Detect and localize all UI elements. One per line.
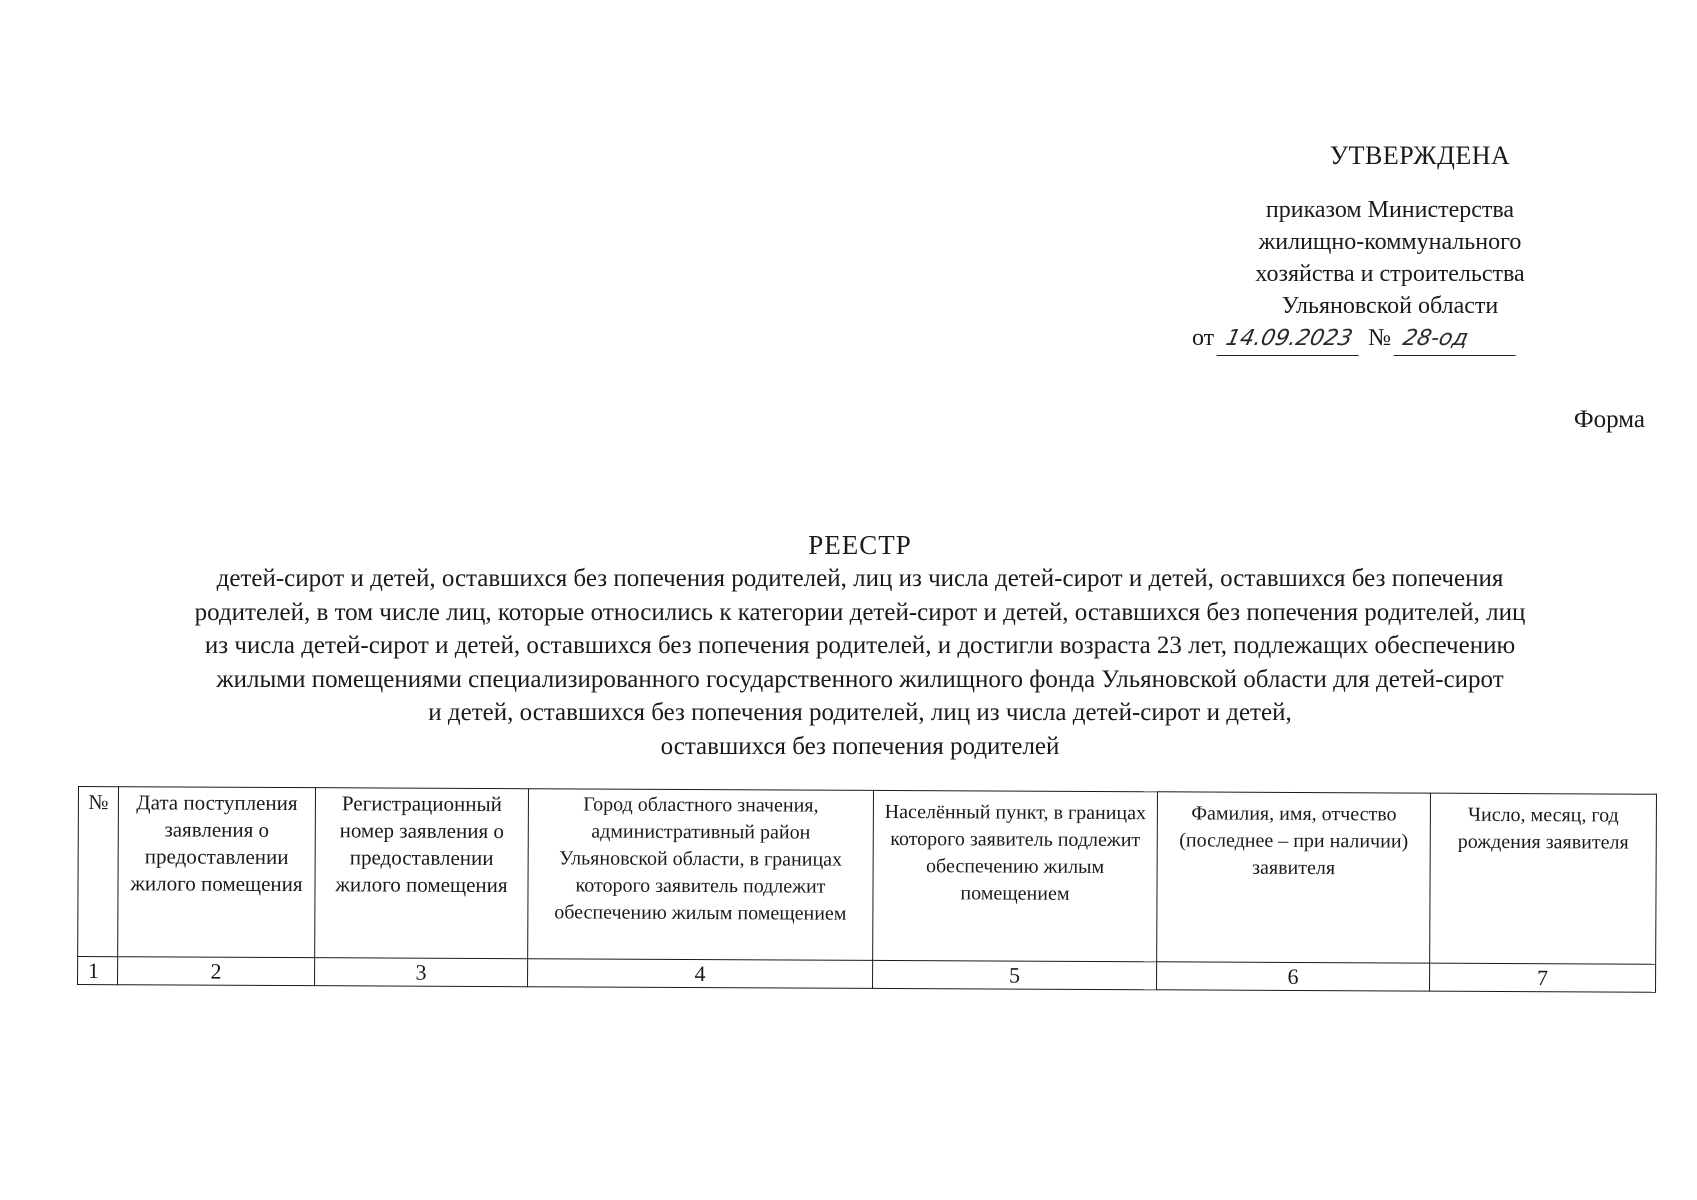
approval-line-3: хозяйства и строительства <box>1255 261 1525 287</box>
column-number-3: 3 <box>315 958 528 987</box>
subtitle-line-2: родителей, в том числе лиц, которые относились к категории детей-сирот и детей, оставшихся без попечения родителей, лиц <box>194 598 1526 626</box>
order-date-prefix: от <box>1192 325 1215 351</box>
approval-line-2: жилищно-коммунального <box>1258 229 1522 255</box>
subtitle-line-1: детей-сирот и детей, оставшихся без попечения родителей, лиц из числа детей-сирот и детей, оставшихся без попечения <box>216 565 1504 592</box>
register-title-block <box>100 528 1620 763</box>
order-reference <box>1180 322 1600 356</box>
approval-heading: УТВЕРЖДЕНА <box>1329 141 1511 170</box>
header-full-name: Фамилия, имя, отчество (последнее – при наличии) заявителя <box>1157 792 1431 963</box>
subtitle-line-5: и детей, оставшихся без попечения родителей, лиц из числа детей-сирот и детей, <box>428 699 1292 726</box>
subtitle-line-6: оставшихся без попечения родителей <box>660 732 1060 760</box>
order-number-handwritten: 28-од <box>1394 323 1523 356</box>
order-number-prefix: № <box>1368 325 1392 351</box>
register-title: РЕЕСТР <box>808 530 912 560</box>
header-application-date: Дата поступления заявления о предоставлении жилого помещения <box>118 787 316 958</box>
header-settlement: Населённый пункт, в границах которого заявитель подлежит обеспечению жилым помещением <box>873 790 1158 961</box>
approval-line-4: Ульяновской области <box>1281 293 1499 319</box>
column-number-6: 6 <box>1157 962 1430 991</box>
register-subtitle <box>100 562 1620 763</box>
column-number-7: 7 <box>1430 963 1656 992</box>
form-label: Форма <box>1573 406 1645 433</box>
header-registration-number: Регистрационный номер заявления о предоставлении жилого помещения <box>315 788 529 959</box>
table-header-row <box>78 787 1657 965</box>
approval-line-1: приказом Министерства <box>1265 197 1515 223</box>
approval-stamp <box>1180 140 1600 356</box>
subtitle-line-4: жилыми помещениями специализированного государственного жилищного фонда Ульяновской области для детей-сирот <box>216 665 1504 693</box>
column-number-4: 4 <box>528 959 873 989</box>
header-birth-date: Число, месяц, год рождения заявителя <box>1430 793 1657 964</box>
header-number: № <box>78 787 119 957</box>
register-table <box>77 786 1657 993</box>
column-number-2: 2 <box>118 957 315 986</box>
subtitle-line-3: из числа детей-сирот и детей, оставшихся без попечения родителей, и достигли возраста 23 лет, подлежащих обеспечению <box>204 632 1516 659</box>
header-city-district: Город областного значения, административный район Ульяновской области, в границах которого заявитель подлежит обеспечению жилым помещением <box>528 789 874 961</box>
column-number-5: 5 <box>873 960 1157 989</box>
column-number-1: 1 <box>78 957 118 985</box>
order-date-handwritten: 14.09.2023 <box>1217 323 1366 356</box>
